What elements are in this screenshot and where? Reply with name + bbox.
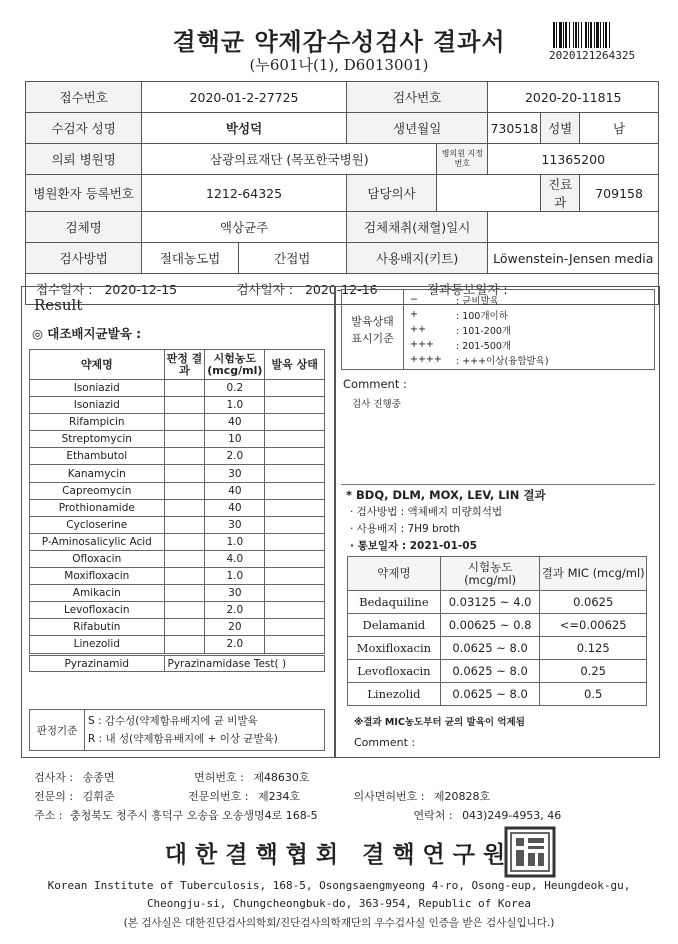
table-row [348,591,647,614]
specialist-label: 전문의 : [34,790,74,803]
judge-result [164,636,205,653]
mic-conc: 0.00625 ~ 0.8 [440,614,540,637]
test-conc: 40 [205,482,265,499]
license-label: 면허번호 : [194,771,244,784]
legend-desc: : 201-500개 [456,340,512,352]
pza-drug: Pyrazinamid [30,656,165,672]
method-2: 간접법 [238,243,346,274]
judge-result [164,550,205,567]
spec-license: 제234호 [257,790,301,803]
judge-result [164,533,205,550]
drug-name: Rifabutin [30,619,165,636]
mic-conc: 0.03125 ~ 4.0 [440,591,540,614]
growth-status [265,516,325,533]
judge-result [164,602,205,619]
col-judge: 판정 결과 [164,350,205,380]
growth-status [265,482,325,499]
growth-status [265,414,325,431]
document-subtitle: (누601나(1), D6013001) [249,56,429,74]
doctor-value [437,175,541,212]
table-row [30,414,325,431]
test-conc: 30 [205,465,265,482]
drug-name: P-Aminosalicylic Acid [30,533,165,550]
media: Löwenstein-Jensen media [488,243,659,274]
growth-status [265,397,325,414]
drug-name: Isoniazid [30,380,165,397]
inspector-line [34,769,310,785]
table-row [348,637,647,660]
address-line [34,807,561,823]
growth-status [265,499,325,516]
growth-status [265,602,325,619]
drug-name: Amikacin [30,585,165,602]
institute-address-2: Cheongju-si, Chungcheongbuk-do, 363-954, Republic of Korea [146,897,532,910]
table-row [30,499,325,516]
mic-drug: Delamanid [348,614,441,637]
table-row [30,585,325,602]
phone: 043)249-4953, 46 [462,809,562,822]
legend-symbol: ++++ [410,354,442,365]
table-row [30,465,325,482]
patient-info-table [25,81,659,305]
col-conc: 시험농도 (mcg/ml) [205,350,265,380]
growth-status [265,448,325,465]
drug-name: Ofloxacin [30,550,165,567]
method-label: 검사방법 [26,243,142,274]
drug-name: Prothionamide [30,499,165,516]
table-row [30,482,325,499]
hospital-label: 의뢰 병원명 [26,144,142,175]
bdq-media: · 사용배지 : 7H9 broth [350,523,461,535]
specimen-label: 검체명 [26,212,142,243]
mic-drug: Moxifloxacin [348,637,441,660]
growth-status [265,465,325,482]
test-conc: 1.0 [205,568,265,585]
legend-label: 발육상태 표시기준 [342,290,404,370]
drug-name: Moxifloxacin [30,568,165,585]
table-row [30,550,325,567]
barcode-number: 2020121264325 [549,49,636,62]
hospital-code-label: 병의원 지정번호 [437,144,488,175]
reception-no: 2020-01-2-27725 [142,82,346,113]
institute-address-1: Korean Institute of Tuberculosis, 168-5, Osongsaengmyeong 4-ro, Osong-eup, Heungdeok-gu, [47,879,631,892]
legend-desc: : 100개이하 [456,310,508,322]
criteria-table [29,709,325,751]
growth-status [265,585,325,602]
table-row [348,614,647,637]
legend-item [404,352,654,367]
growth-legend [341,289,655,370]
judge-result [164,499,205,516]
drug-name: Isoniazid [30,397,165,414]
col-drug: 약제명 [30,350,165,380]
table-row [30,397,325,414]
mic-drug: Bedaquiline [348,591,441,614]
drug-name: Cycloserine [30,516,165,533]
table-row [30,619,325,636]
judge-result [164,568,205,585]
legend-desc: : +++이상(융합발육) [456,355,549,367]
doctor-license-label: 의사면허번호 : [353,790,425,803]
specialist-line [34,788,490,804]
mic-drug: Linezolid [348,683,441,706]
judge-result [164,414,205,431]
growth-status [265,568,325,585]
collection-date-label: 검체채취(채혈)일시 [346,212,488,243]
patient-name: 박성덕 [142,113,346,144]
bdq-date: · 통보일자 : 2021-01-05 [350,540,477,552]
hospital-code: 11365200 [488,144,659,175]
test-no: 2020-20-11815 [488,82,659,113]
mic-conc: 0.0625 ~ 8.0 [440,637,540,660]
growth-status [265,636,325,653]
test-conc: 40 [205,499,265,516]
pza-test: Pyrazinamidase Test( ) [164,656,324,672]
doctor-label: 담당의사 [346,175,437,212]
reported-label: 결과통보일자 : [426,282,508,297]
dept: 709158 [580,175,659,212]
table-row [30,516,325,533]
received-date: 2020-12-15 [104,282,178,297]
mic-drug: Levofloxacin [348,660,441,683]
table-row [30,568,325,585]
divider [341,484,655,485]
bdq-method: · 검사방법 : 액체배지 미량희석법 [350,506,503,518]
drug-name: Kanamycin [30,465,165,482]
drug-name: Linezolid [30,636,165,653]
address-label: 주소 : [34,809,63,822]
test-conc: 20 [205,619,265,636]
inspector: 송종면 [82,771,115,784]
growth-status [265,550,325,567]
pyrazinamid-row [29,655,325,672]
test-conc: 2.0 [205,636,265,653]
judge-result [164,431,205,448]
result-heading: Result [34,296,83,314]
legend-item [404,292,654,307]
test-conc: 40 [205,414,265,431]
judge-result [164,380,205,397]
legend-symbol: +++ [410,339,434,350]
test-conc: 30 [205,516,265,533]
address: 충청북도 청주시 흥덕구 오송읍 오송생명4로 168-5 [69,809,318,822]
birth: 730518 [488,113,541,144]
judge-result [164,482,205,499]
license: 제48630호 [253,771,310,784]
mic-note: ※결과 MIC농도부터 균의 발육이 억제됨 [354,717,525,728]
legend-item [404,322,654,337]
test-no-label: 검사번호 [346,82,488,113]
barcode [553,22,653,48]
mic-result: 0.25 [540,660,647,683]
drug-name: Streptomycin [30,431,165,448]
judge-result [164,397,205,414]
legend-symbol: ++ [410,324,426,335]
reception-no-label: 접수번호 [26,82,142,113]
mic-conc: 0.0625 ~ 8.0 [440,660,540,683]
control-growth-label: ◎ 대조배지균발육 : [32,326,142,341]
mic-table [347,556,647,706]
table-row [30,448,325,465]
mic-result: 0.0625 [540,591,647,614]
mic-result: 0.125 [540,637,647,660]
test-conc: 10 [205,431,265,448]
reg-no: 1212-64325 [142,175,346,212]
received-label: 접수일자 : [36,282,93,297]
table-row [30,431,325,448]
mic-col-conc: 시험농도 (mcg/ml) [440,557,540,591]
patient-name-label: 수검자 성명 [26,113,142,144]
table-row [348,660,647,683]
method-1: 절대농도법 [142,243,238,274]
judge-result [164,619,205,636]
inspector-label: 검사자 : [34,771,74,784]
criteria-r: R : 내 성(약제함유배지에 + 이상 균발육) [88,733,278,745]
sex: 남 [580,113,659,144]
dept-label: 진료과 [541,175,580,212]
document-title: 결핵균 약제감수성검사 결과서 [172,27,506,56]
criteria-label: 판정기준 [30,710,85,751]
specialist: 김휘준 [82,790,115,803]
test-conc: 4.0 [205,550,265,567]
drug-name: Levofloxacin [30,602,165,619]
judge-result [164,585,205,602]
mic-col-result: 결과 MIC (mcg/ml) [540,557,647,591]
growth-status [265,380,325,397]
test-conc: 0.2 [205,380,265,397]
legend-desc: : 101-200개 [456,325,512,337]
legend-item [404,307,654,322]
table-row [30,533,325,550]
growth-status [265,619,325,636]
specimen: 액상균주 [142,212,346,243]
reg-no-label: 병원환자 등록번호 [26,175,142,212]
mic-col-drug: 약제명 [348,557,441,591]
legend-item [404,337,654,352]
legend-desc: : 균비발육 [456,295,499,307]
drug-name: Ethambutol [30,448,165,465]
phone-label: 연락처 : [413,809,453,822]
spec-license-label: 전문의번호 : [188,790,249,803]
drug-name: Capreomycin [30,482,165,499]
drug-susceptibility-table [29,349,325,654]
drug-name: Rifampicin [30,414,165,431]
test-conc: 1.0 [205,533,265,550]
mic-result: 0.5 [540,683,647,706]
collection-date [488,212,659,243]
growth-status [265,431,325,448]
bdq-heading: * BDQ, DLM, MOX, LEV, LIN 결과 [346,488,546,502]
judge-result [164,448,205,465]
table-row [30,602,325,619]
tested-label: 검사일자 : [236,282,293,297]
certification-note: (본 검사실은 대한진단검사의학회/진단검사의학재단의 우수검사실 인증을 받은 검사실입니다.) [123,917,555,929]
media-label: 사용배지(키트) [346,243,488,274]
hospital: 삼광의료재단 (목포한국병원) [142,144,437,175]
table-row [30,380,325,397]
tested-date: 2020-12-16 [304,282,378,297]
comment-text: 검사 진행중 [352,399,401,410]
judge-result [164,465,205,482]
test-conc: 2.0 [205,448,265,465]
sex-label: 성별 [541,113,580,144]
col-growth: 발육 상태 [265,350,325,380]
institute-seal [504,826,556,878]
growth-status [265,533,325,550]
test-conc: 30 [205,585,265,602]
institute-name-ko: 대한결핵협회 결핵연구원 [164,841,514,868]
bdq-comment-label: Comment : [354,736,416,749]
birth-label: 생년월일 [346,113,488,144]
mic-result: <=0.00625 [540,614,647,637]
doctor-license: 제20828호 [433,790,491,803]
judge-result [164,516,205,533]
legend-symbol: − [410,294,418,305]
criteria-s: S : 감수성(약제함유배지에 균 비발육 [88,715,258,727]
mic-conc: 0.0625 ~ 8.0 [440,683,540,706]
legend-symbol: + [410,309,418,320]
comment-label: Comment : [343,377,407,391]
table-row [30,636,325,653]
table-row [348,683,647,706]
test-conc: 1.0 [205,397,265,414]
test-conc: 2.0 [205,602,265,619]
